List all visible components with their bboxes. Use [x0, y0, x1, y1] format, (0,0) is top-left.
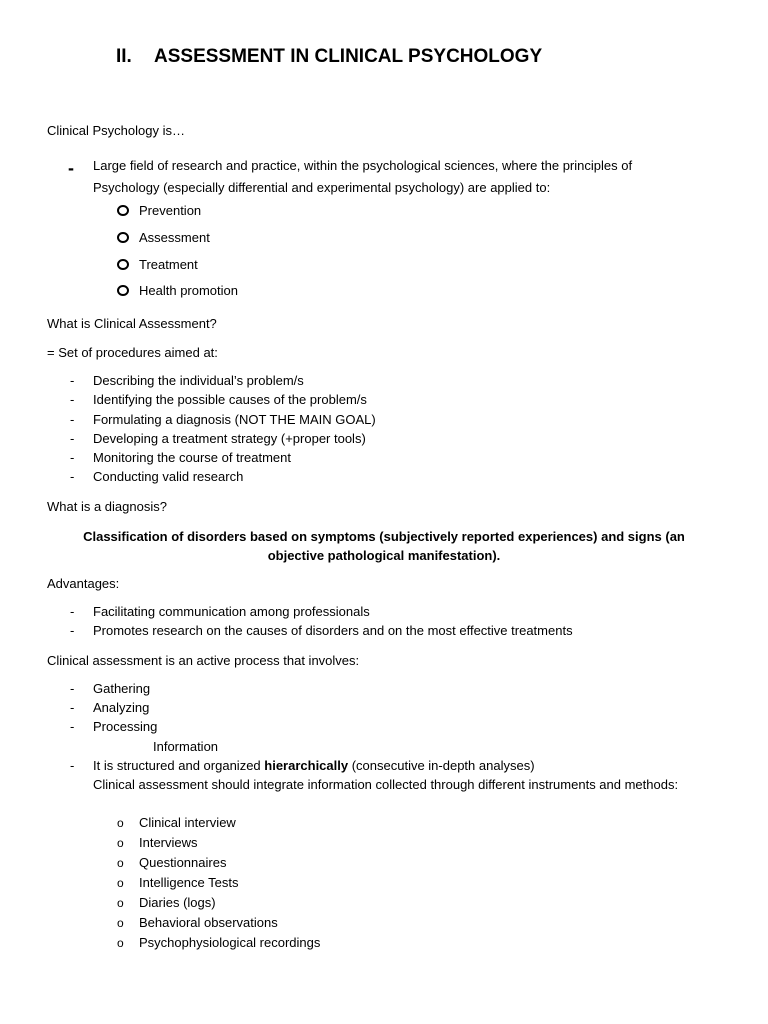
step-dash: -	[70, 719, 75, 734]
structured-post: (consecutive in-depth analyses)	[348, 758, 535, 773]
definition-text: Large field of research and practice, within the psychological sciences, where the principles of Psychology (especially differential and experimental psychology) are applied to:	[93, 158, 633, 195]
structured-text	[93, 758, 535, 773]
application-item: Prevention	[139, 203, 202, 218]
instrument-item: Clinical interview	[139, 815, 236, 830]
assessment-question: What is Clinical Assessment?	[47, 316, 217, 331]
step-item: Analyzing	[93, 700, 150, 715]
application-bullet	[117, 285, 129, 296]
advantage-dash: -	[70, 623, 75, 638]
advantage-dash: -	[70, 604, 75, 619]
structured-dash: -	[70, 758, 75, 773]
step-item: Gathering	[93, 681, 151, 696]
instrument-item: Psychophysiological recordings	[139, 935, 321, 950]
structured-pre: It is structured and organized	[93, 758, 265, 773]
step-dash: -	[70, 681, 75, 696]
instrument-bullet: o	[117, 816, 124, 830]
definition-bullet: -	[68, 158, 74, 178]
section-title: ASSESSMENT IN CLINICAL PSYCHOLOGY	[154, 46, 543, 67]
information-label: Information	[153, 739, 219, 754]
advantages-label: Advantages:	[47, 576, 120, 591]
aim-dash: -	[70, 469, 75, 484]
aim-dash: -	[70, 431, 75, 446]
instrument-item: Diaries (logs)	[139, 895, 216, 910]
section-number: II.	[116, 46, 132, 67]
application-item: Treatment	[139, 257, 198, 272]
aim-item: Describing the individual’s problem/s	[93, 373, 304, 388]
assessment-lead: = Set of procedures aimed at:	[47, 345, 218, 360]
instrument-item: Interviews	[139, 835, 198, 850]
process-lead: Clinical assessment is an active process that involves:	[47, 653, 360, 668]
instrument-bullet: o	[117, 836, 124, 850]
aim-item: Developing a treatment strategy (+proper tools)	[93, 431, 366, 446]
integrate-text: Clinical assessment should integrate information collected through different instruments and methods:	[93, 777, 679, 792]
aim-item: Conducting valid research	[93, 469, 244, 484]
aim-dash: -	[70, 450, 75, 465]
intro-label: Clinical Psychology is…	[47, 123, 185, 138]
instrument-item: Intelligence Tests	[139, 875, 239, 890]
section-heading	[116, 46, 542, 68]
application-bullet	[117, 232, 129, 243]
aim-item: Monitoring the course of treatment	[93, 450, 291, 465]
step-dash: -	[70, 700, 75, 715]
application-bullet	[117, 259, 129, 270]
application-item: Health promotion	[139, 283, 238, 298]
step-item: Processing	[93, 719, 158, 734]
aim-dash: -	[70, 373, 75, 388]
instrument-bullet: o	[117, 856, 124, 870]
instrument-bullet: o	[117, 916, 124, 930]
aim-item: Formulating a diagnosis (NOT THE MAIN GOAL)	[93, 412, 376, 427]
instrument-item: Questionnaires	[139, 855, 227, 870]
advantage-item: Facilitating communication among professionals	[93, 604, 370, 619]
diagnosis-definition: Classification of disorders based on symptoms (subjectively reported experiences) and signs (an objective pathological manifestation).	[83, 529, 685, 563]
application-item: Assessment	[139, 230, 210, 245]
aim-dash: -	[70, 392, 75, 407]
advantage-item: Promotes research on the causes of disorders and on the most effective treatments	[93, 623, 573, 638]
structured-emphasis: hierarchically	[264, 758, 349, 773]
instrument-bullet: o	[117, 936, 124, 950]
application-bullet	[117, 205, 129, 216]
aim-dash: -	[70, 412, 75, 427]
aim-item: Identifying the possible causes of the problem/s	[93, 392, 367, 407]
instrument-bullet: o	[117, 896, 124, 910]
instrument-bullet: o	[117, 876, 124, 890]
diagnosis-question: What is a diagnosis?	[47, 499, 167, 514]
instrument-item: Behavioral observations	[139, 915, 278, 930]
